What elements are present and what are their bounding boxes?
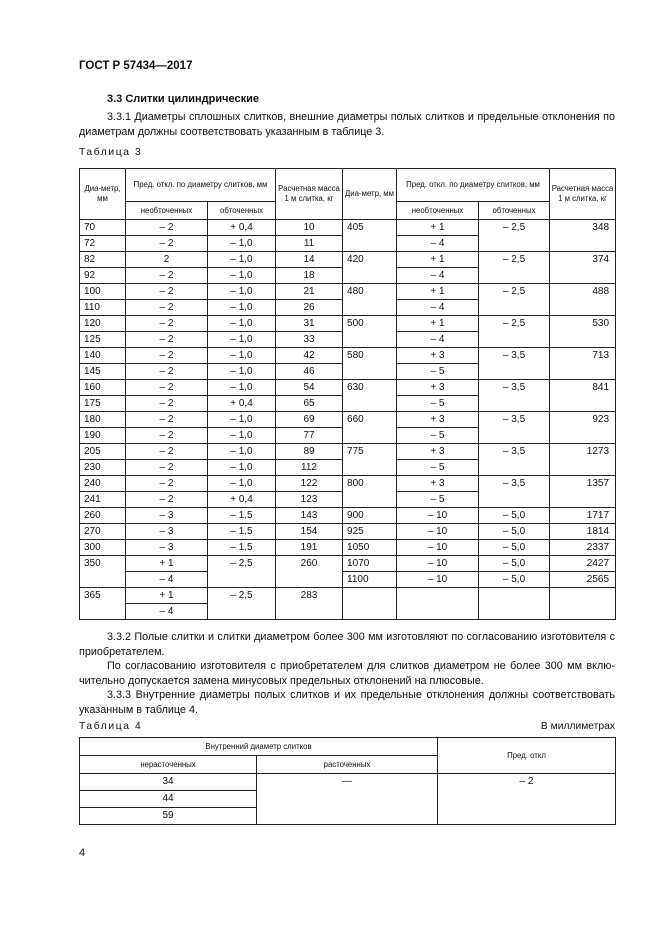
- raw-dev-cell: – 2: [126, 364, 208, 380]
- turned-dev2-cell: – 2,5: [479, 252, 550, 284]
- raw-dev-cell: 2: [126, 252, 208, 268]
- diameter-cell: 365: [80, 588, 126, 620]
- raw-dev-cell: – 3: [126, 540, 208, 556]
- mass-cell: 143: [276, 508, 343, 524]
- raw-dev-cell: – 2: [126, 444, 208, 460]
- raw-dev-cell: – 2: [126, 236, 208, 252]
- table-row: [80, 524, 616, 540]
- turned-dev-cell: – 1,0: [208, 236, 276, 252]
- turned-dev2-cell: – 5,0: [479, 556, 550, 572]
- diameter2-cell: 480: [343, 284, 397, 316]
- diameter2-cell: 630: [343, 380, 397, 412]
- raw-dev2-cell: – 5: [397, 396, 479, 412]
- turned-dev-cell: – 1,0: [208, 332, 276, 348]
- diameter-cell: 260: [80, 508, 126, 524]
- turned-dev2-cell: – 3,5: [479, 412, 550, 444]
- diameter-cell: 100: [80, 284, 126, 300]
- diameter-cell: 190: [80, 428, 126, 444]
- mass2-cell: 348: [550, 220, 616, 252]
- raw-dev-cell: – 2: [126, 268, 208, 284]
- raw-dev2-cell: + 3: [397, 412, 479, 428]
- table-row: [80, 444, 616, 460]
- raw-dev-cell: – 2: [126, 396, 208, 412]
- turned-dev-cell: – 1,0: [208, 476, 276, 492]
- table4-cell: 34: [80, 774, 257, 791]
- section-title: 3.3 Слитки цилиндрические: [107, 93, 259, 105]
- raw-dev2-cell: – 10: [397, 508, 479, 524]
- table4-caption: Таблица 4: [79, 721, 143, 732]
- raw-dev-cell: – 2: [126, 428, 208, 444]
- mass-cell: 46: [276, 364, 343, 380]
- diameter-cell: 110: [80, 300, 126, 316]
- raw-dev-cell: – 2: [126, 284, 208, 300]
- table-row: [80, 220, 616, 236]
- diameter2-cell: 420: [343, 252, 397, 284]
- table4-units: В миллиметрах: [540, 721, 615, 732]
- turned-dev2-cell: – 3,5: [479, 476, 550, 508]
- turned-dev-cell: – 1,5: [208, 524, 276, 540]
- raw-dev-cell: – 2: [126, 412, 208, 428]
- table-row: [80, 508, 616, 524]
- table-row: [80, 348, 616, 364]
- header-bored: расточенных: [257, 756, 438, 774]
- mass2-cell: 841: [550, 380, 616, 412]
- table-row: [80, 540, 616, 556]
- diameter2-cell: 1100: [343, 572, 397, 588]
- table-row: [80, 252, 616, 268]
- diameter2-cell: 1070: [343, 556, 397, 572]
- raw-dev2-cell: – 5: [397, 460, 479, 476]
- header-diameter: Диа-метр, мм: [80, 169, 126, 220]
- mass-cell: 65: [276, 396, 343, 412]
- document-header: ГОСТ Р 57434—2017: [79, 60, 193, 72]
- turned-dev2-cell: – 5,0: [479, 508, 550, 524]
- diameter-cell: 92: [80, 268, 126, 284]
- header-raw: необточенных: [126, 202, 208, 220]
- raw-dev-cell: – 3: [126, 508, 208, 524]
- turned-dev-cell: – 1,0: [208, 460, 276, 476]
- diameter-cell: 300: [80, 540, 126, 556]
- raw-dev2-cell: + 3: [397, 444, 479, 460]
- mass2-cell: 1273: [550, 444, 616, 476]
- turned-dev-cell: – 1,0: [208, 348, 276, 364]
- diameter-cell: 175: [80, 396, 126, 412]
- mass2-cell: 923: [550, 412, 616, 444]
- mass-cell: 260: [276, 556, 343, 588]
- diameter2-cell: 900: [343, 508, 397, 524]
- raw-dev2-cell: + 1: [397, 252, 479, 268]
- table-4: [79, 737, 616, 825]
- diameter-cell: 180: [80, 412, 126, 428]
- raw-dev-cell: + 1: [126, 588, 208, 604]
- header-deviation-2: Пред. откл. по диаметру слитков, мм: [397, 169, 550, 202]
- diameter-cell: 205: [80, 444, 126, 460]
- table-row: [80, 284, 616, 300]
- table3-body: [80, 220, 616, 620]
- mass-cell: 31: [276, 316, 343, 332]
- table4-cell: 59: [80, 808, 257, 825]
- page-number: 4: [79, 847, 86, 859]
- turned-dev-cell: – 1,5: [208, 508, 276, 524]
- header-unbored: нерасточенных: [80, 756, 257, 774]
- header-turned-2: обточенных: [479, 202, 550, 220]
- mass-cell: 26: [276, 300, 343, 316]
- diameter-cell: 82: [80, 252, 126, 268]
- table-row: [80, 556, 616, 572]
- mass-cell: 154: [276, 524, 343, 540]
- table-row: [80, 572, 616, 588]
- diameter-cell: 120: [80, 316, 126, 332]
- raw-dev-cell: – 3: [126, 524, 208, 540]
- turned-dev-cell: – 1,0: [208, 412, 276, 428]
- mass-cell: 54: [276, 380, 343, 396]
- mass2-cell: 1717: [550, 508, 616, 524]
- table-row: [80, 476, 616, 492]
- turned-dev2-cell: – 3,5: [479, 380, 550, 412]
- diameter2-cell: 1050: [343, 540, 397, 556]
- mass-cell: 122: [276, 476, 343, 492]
- table-row: [80, 588, 616, 604]
- diameter2-cell: [343, 588, 397, 620]
- diameter-cell: 160: [80, 380, 126, 396]
- header-deviation: Пред. откл: [438, 738, 616, 774]
- raw-dev2-cell: – 10: [397, 524, 479, 540]
- mass-cell: 283: [276, 588, 343, 620]
- raw-dev2-cell: – 5: [397, 428, 479, 444]
- raw-dev2-cell: – 10: [397, 540, 479, 556]
- turned-dev-cell: – 1,5: [208, 540, 276, 556]
- raw-dev2-cell: – 4: [397, 236, 479, 252]
- mass2-cell: 2337: [550, 540, 616, 556]
- mass-cell: 33: [276, 332, 343, 348]
- table-row: [80, 412, 616, 428]
- mass-cell: 112: [276, 460, 343, 476]
- mass2-cell: 1814: [550, 524, 616, 540]
- raw-dev2-cell: – 4: [397, 332, 479, 348]
- raw-dev2-cell: [397, 588, 479, 620]
- table4-cell: 44: [80, 791, 257, 808]
- raw-dev2-cell: – 5: [397, 364, 479, 380]
- raw-dev-cell: – 2: [126, 348, 208, 364]
- diameter-cell: 125: [80, 332, 126, 348]
- mass-cell: 89: [276, 444, 343, 460]
- paragraph-text: 3.3.3 Внутренние диаметры полых слитков и их предельные отклонения должны соответствовать указанным в таблице 4.: [79, 689, 615, 716]
- table4-bored-value: —: [257, 774, 438, 825]
- mass2-cell: 488: [550, 284, 616, 316]
- mass2-cell: 2565: [550, 572, 616, 588]
- diameter-cell: 240: [80, 476, 126, 492]
- turned-dev2-cell: – 2,5: [479, 316, 550, 348]
- mass-cell: 69: [276, 412, 343, 428]
- diameter-cell: 241: [80, 492, 126, 508]
- diameter-cell: 140: [80, 348, 126, 364]
- header-mass-2: Расчетная масса 1 м слитка, кг: [550, 169, 616, 220]
- raw-dev2-cell: + 1: [397, 284, 479, 300]
- diameter-cell: 270: [80, 524, 126, 540]
- mass-cell: 42: [276, 348, 343, 364]
- turned-dev2-cell: – 2,5: [479, 220, 550, 252]
- raw-dev2-cell: + 1: [397, 316, 479, 332]
- turned-dev2-cell: – 5,0: [479, 540, 550, 556]
- paragraph-text: 3.3.1 Диаметры сплошных слитков, внешние диаметры полых слитков и предельные отклонения по диаметрам должны соответствовать указанным в таблице 3.: [79, 111, 615, 138]
- turned-dev2-cell: – 2,5: [479, 284, 550, 316]
- diameter2-cell: 500: [343, 316, 397, 348]
- raw-dev2-cell: + 1: [397, 220, 479, 236]
- header-inner-diameter: Внутренний диаметр слитков: [80, 738, 438, 756]
- turned-dev-cell: + 0,4: [208, 220, 276, 236]
- diameter-cell: 145: [80, 364, 126, 380]
- raw-dev2-cell: + 3: [397, 380, 479, 396]
- turned-dev2-cell: – 5,0: [479, 572, 550, 588]
- header-diameter-2: Диа-метр, мм: [343, 169, 397, 220]
- raw-dev2-cell: – 4: [397, 300, 479, 316]
- raw-dev2-cell: – 10: [397, 556, 479, 572]
- mass-cell: 18: [276, 268, 343, 284]
- turned-dev2-cell: – 5,0: [479, 524, 550, 540]
- raw-dev-cell: – 2: [126, 380, 208, 396]
- table-3: [79, 168, 616, 620]
- header-deviation: Пред. откл. по диаметру слитков, мм: [126, 169, 276, 202]
- turned-dev-cell: – 1,0: [208, 300, 276, 316]
- mass-cell: 21: [276, 284, 343, 300]
- mass2-cell: 530: [550, 316, 616, 348]
- turned-dev2-cell: – 3,5: [479, 348, 550, 380]
- turned-dev-cell: – 1,0: [208, 364, 276, 380]
- header-turned: обточенных: [208, 202, 276, 220]
- turned-dev2-cell: – 3,5: [479, 444, 550, 476]
- header-raw-2: необточенных: [397, 202, 479, 220]
- raw-dev2-cell: – 4: [397, 268, 479, 284]
- mass-cell: 123: [276, 492, 343, 508]
- diameter2-cell: 660: [343, 412, 397, 444]
- raw-dev2-cell: – 5: [397, 492, 479, 508]
- turned-dev-cell: + 0,4: [208, 492, 276, 508]
- mass-cell: 14: [276, 252, 343, 268]
- turned-dev-cell: – 1,0: [208, 316, 276, 332]
- mass2-cell: 713: [550, 348, 616, 380]
- paragraph-3-3-1: [79, 110, 615, 139]
- raw-dev-cell: – 2: [126, 492, 208, 508]
- table3-caption: Таблица 3: [79, 147, 143, 158]
- turned-dev-cell: – 2,5: [208, 588, 276, 620]
- turned-dev-cell: – 2,5: [208, 556, 276, 588]
- diameter-cell: 230: [80, 460, 126, 476]
- mass2-cell: 2427: [550, 556, 616, 572]
- diameter2-cell: 925: [343, 524, 397, 540]
- paragraph-text: 3.3.2 Полые слитки и слитки диаметром более 300 мм изготовляют по согласованию изготовителя с приобретателем.: [79, 631, 615, 658]
- mass2-cell: [550, 588, 616, 620]
- turned-dev-cell: – 1,0: [208, 380, 276, 396]
- diameter-cell: 70: [80, 220, 126, 236]
- turned-dev-cell: + 0,4: [208, 396, 276, 412]
- raw-dev2-cell: + 3: [397, 476, 479, 492]
- turned-dev2-cell: [479, 588, 550, 620]
- table-row: [80, 380, 616, 396]
- raw-dev-cell: – 2: [126, 332, 208, 348]
- raw-dev-cell: – 2: [126, 220, 208, 236]
- turned-dev-cell: – 1,0: [208, 444, 276, 460]
- diameter-cell: 350: [80, 556, 126, 588]
- turned-dev-cell: – 1,0: [208, 268, 276, 284]
- raw-dev2-cell: – 10: [397, 572, 479, 588]
- diameter2-cell: 800: [343, 476, 397, 508]
- turned-dev-cell: – 1,0: [208, 284, 276, 300]
- diameter2-cell: 775: [343, 444, 397, 476]
- mass2-cell: 1357: [550, 476, 616, 508]
- raw-dev-cell: – 2: [126, 316, 208, 332]
- diameter-cell: 72: [80, 236, 126, 252]
- header-mass: Расчетная масса 1 м слитка, кг: [276, 169, 343, 220]
- mass-cell: 11: [276, 236, 343, 252]
- mass-cell: 77: [276, 428, 343, 444]
- turned-dev-cell: – 1,0: [208, 428, 276, 444]
- raw-dev-cell: – 4: [126, 572, 208, 588]
- raw-dev-cell: – 2: [126, 300, 208, 316]
- raw-dev-cell: – 2: [126, 476, 208, 492]
- raw-dev2-cell: + 3: [397, 348, 479, 364]
- raw-dev-cell: + 1: [126, 556, 208, 572]
- mass-cell: 10: [276, 220, 343, 236]
- paragraph-text: По согласованию изготовителя с приобретателем для слитков диаметром не более 300 мм вклю-чительно допускается замена минусовых предельных отклонений на плюсовые.: [79, 660, 615, 687]
- turned-dev-cell: – 1,0: [208, 252, 276, 268]
- raw-dev-cell: – 2: [126, 460, 208, 476]
- diameter2-cell: 580: [343, 348, 397, 380]
- raw-dev-cell: – 4: [126, 604, 208, 620]
- diameter2-cell: 405: [343, 220, 397, 252]
- mass2-cell: 374: [550, 252, 616, 284]
- table4-deviation-value: – 2: [438, 774, 616, 825]
- table-row: [80, 316, 616, 332]
- mass-cell: 191: [276, 540, 343, 556]
- paragraph-3-3-2: [79, 630, 615, 717]
